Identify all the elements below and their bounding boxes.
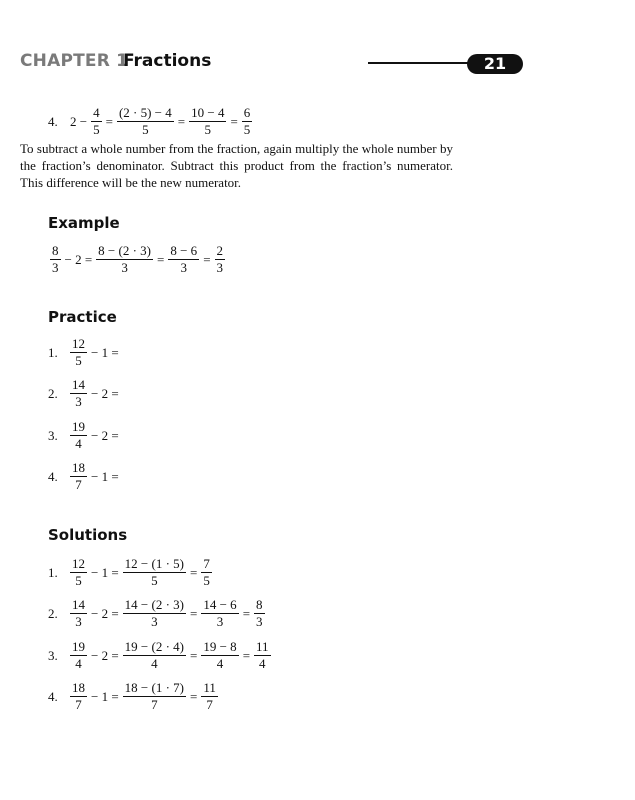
- fraction-numerator: 8 − (2 · 3): [98, 243, 151, 258]
- chapter-label: CHAPTER 1: [20, 51, 129, 71]
- fraction-numerator: 8: [256, 597, 263, 612]
- fraction-numerator: 19 − (2 · 4): [124, 639, 184, 654]
- equation-operator: − 2 =: [91, 647, 119, 663]
- fraction-denominator: 4: [75, 656, 82, 671]
- fraction-numerator: 18: [72, 680, 85, 695]
- equation-operator: − 1 =: [91, 564, 119, 580]
- equation-operator: − 1 =: [91, 344, 119, 360]
- equation-operator: =: [177, 113, 186, 129]
- fraction-denominator: 3: [216, 614, 224, 629]
- fraction-denominator: 5: [75, 353, 82, 368]
- fraction-numerator: 8 − 6: [170, 243, 198, 258]
- fraction-numerator: 19: [72, 639, 85, 654]
- fraction-denominator: 7: [75, 697, 82, 712]
- equation-operator: − 1 =: [91, 468, 119, 484]
- fraction-numerator: 18: [72, 460, 85, 475]
- equation-operator: =: [230, 113, 238, 129]
- fraction-denominator: 3: [52, 260, 59, 275]
- practice-problem: [48, 461, 121, 492]
- equation-operator: 2 −: [70, 113, 88, 129]
- fraction-denominator: 3: [180, 260, 188, 275]
- fraction-denominator: 5: [151, 573, 158, 588]
- fraction-numerator: 6: [243, 105, 251, 120]
- item-number: 1.: [48, 564, 58, 580]
- example-equation: [48, 244, 227, 275]
- fraction: [201, 640, 238, 671]
- fraction: [201, 557, 212, 588]
- prev-item-equation: [48, 106, 254, 137]
- fraction-numerator: 11: [203, 680, 216, 695]
- solution-line: [48, 681, 220, 712]
- fraction-denominator: 5: [204, 122, 212, 137]
- item-number: 4.: [48, 468, 58, 484]
- equation-operator: − 2 =: [64, 251, 93, 267]
- chapter-title: Fractions: [123, 51, 212, 71]
- fraction-numerator: 4: [93, 105, 100, 120]
- fraction: [70, 681, 87, 712]
- practice-problem: [48, 337, 121, 368]
- item-number: 3.: [48, 647, 58, 663]
- item-number: 3.: [48, 427, 58, 443]
- equation-operator: =: [190, 647, 198, 663]
- equation-operator: − 2 =: [91, 605, 119, 621]
- item-number: 2.: [48, 605, 58, 621]
- equation-operator: − 2 =: [91, 427, 119, 443]
- equation-operator: =: [190, 605, 198, 621]
- fraction-denominator: 4: [151, 656, 158, 671]
- fraction-numerator: 19: [72, 419, 85, 434]
- equation-operator: =: [157, 251, 165, 267]
- equation-operator: =: [190, 564, 198, 580]
- fraction: [117, 106, 174, 137]
- fraction-denominator: 3: [75, 614, 82, 629]
- fraction-denominator: 5: [243, 122, 251, 137]
- item-number: 4.: [48, 113, 58, 129]
- fraction-numerator: 7: [203, 556, 210, 571]
- fraction: [70, 557, 87, 588]
- fraction-numerator: 14: [72, 377, 85, 392]
- body-paragraph: To subtract a whole number from the fraction, again multiply the whole number by the fraction’s denominator. Subtract this product from the fraction’s numerator. This difference will be the new numerator.: [20, 141, 453, 190]
- fraction: [70, 420, 87, 451]
- fraction-denominator: 3: [151, 614, 158, 629]
- fraction: [201, 681, 218, 712]
- solutions-heading: Solutions: [48, 526, 128, 544]
- fraction-denominator: 7: [206, 697, 213, 712]
- fraction: [123, 598, 186, 629]
- fraction-denominator: 7: [151, 697, 158, 712]
- fraction-denominator: 5: [75, 573, 82, 588]
- fraction: [254, 598, 265, 629]
- fraction-denominator: 3: [121, 260, 128, 275]
- fraction: [201, 598, 238, 629]
- fraction: [189, 106, 226, 137]
- practice-problem: [48, 378, 121, 409]
- fraction-denominator: 3: [256, 614, 263, 629]
- fraction: [70, 640, 87, 671]
- fraction-numerator: 14 − 6: [203, 597, 237, 612]
- fraction: [50, 244, 61, 275]
- fraction-denominator: 7: [75, 477, 82, 492]
- solution-line: [48, 557, 214, 588]
- fraction: [242, 106, 253, 137]
- fraction-denominator: 4: [216, 656, 224, 671]
- fraction-numerator: 14 − (2 · 3): [124, 597, 184, 612]
- fraction-numerator: 14: [72, 597, 85, 612]
- fraction-numerator: 18 − (1 · 7): [124, 680, 184, 695]
- equation-operator: =: [190, 688, 198, 704]
- fraction: [96, 244, 153, 275]
- equation-operator: =: [105, 113, 113, 129]
- fraction-numerator: 10 − 4: [191, 105, 225, 120]
- fraction: [168, 244, 199, 275]
- fraction: [123, 557, 186, 588]
- equation-operator: =: [242, 647, 251, 663]
- fraction-numerator: 12 − (1 · 5): [124, 556, 184, 571]
- fraction: [70, 378, 87, 409]
- fraction-denominator: 5: [203, 573, 210, 588]
- fraction: [70, 337, 87, 368]
- practice-problem: [48, 420, 121, 451]
- page-number-badge: 21: [467, 54, 523, 74]
- equation-operator: =: [242, 605, 251, 621]
- fraction-numerator: 12: [72, 556, 85, 571]
- item-number: 4.: [48, 688, 58, 704]
- fraction: [215, 244, 226, 275]
- equation-operator: =: [203, 251, 211, 267]
- solution-line: [48, 598, 267, 629]
- solution-line: [48, 640, 273, 671]
- fraction-denominator: 3: [216, 260, 224, 275]
- equation-operator: − 1 =: [91, 688, 119, 704]
- fraction-numerator: 2: [216, 243, 224, 258]
- fraction-denominator: 5: [142, 122, 149, 137]
- example-heading: Example: [48, 214, 120, 232]
- fraction-denominator: 4: [259, 656, 266, 671]
- fraction-numerator: (2 · 5) − 4: [118, 105, 172, 120]
- item-number: 2.: [48, 385, 58, 401]
- fraction: [254, 640, 271, 671]
- fraction-denominator: 4: [75, 436, 82, 451]
- fraction: [123, 681, 186, 712]
- fraction-numerator: 12: [72, 336, 85, 351]
- practice-heading: Practice: [48, 308, 117, 326]
- equation-operator: − 2 =: [91, 385, 119, 401]
- fraction-denominator: 5: [93, 122, 100, 137]
- fraction-denominator: 3: [75, 394, 82, 409]
- fraction: [70, 461, 87, 492]
- fraction-numerator: 19 − 8: [203, 639, 237, 654]
- item-number: 1.: [48, 344, 58, 360]
- fraction: [70, 598, 87, 629]
- header-rule: [368, 62, 478, 64]
- fraction-numerator: 8: [52, 243, 59, 258]
- fraction: [91, 106, 102, 137]
- fraction-numerator: 11: [256, 639, 269, 654]
- fraction: [123, 640, 186, 671]
